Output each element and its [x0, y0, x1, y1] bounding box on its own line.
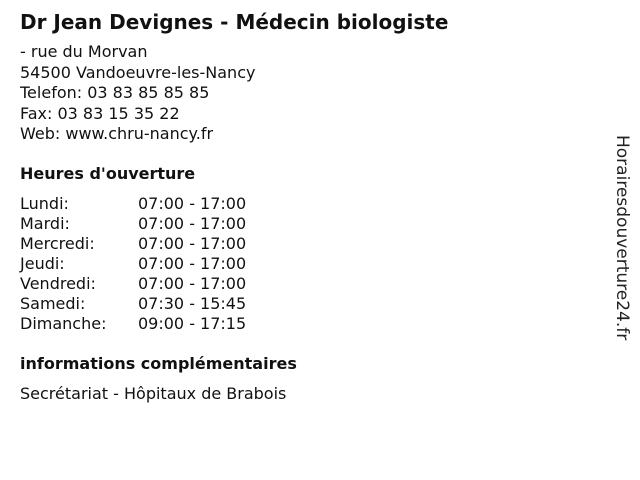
- day-label: Samedi:: [20, 294, 86, 313]
- opening-hours-table: [20, 194, 280, 334]
- day-label: Vendredi:: [20, 274, 96, 293]
- additional-info-text: Secrétariat - Hôpitaux de Brabois: [20, 384, 287, 403]
- address-street: - rue du Morvan: [20, 42, 148, 61]
- hours-row-monday: [20, 194, 280, 214]
- additional-info-heading: informations complémentaires: [20, 354, 297, 373]
- hours-row-friday: [20, 274, 280, 294]
- site-watermark: Horairesdouverture24.fr: [612, 135, 632, 341]
- hours-row-thursday: [20, 254, 280, 274]
- hours-row-tuesday: [20, 214, 280, 234]
- website-link: Web: www.chru-nancy.fr: [20, 124, 214, 143]
- address-city: 54500 Vandoeuvre-les-Nancy: [20, 62, 256, 82]
- day-label: Mardi:: [20, 214, 70, 233]
- opening-hours-heading: Heures d'ouverture: [20, 164, 196, 183]
- page-title: Dr Jean Devignes - Médecin biologiste: [20, 10, 449, 34]
- phone-number: Telefon: 03 83 85 85 85: [20, 83, 210, 102]
- hours-row-wednesday: [20, 234, 280, 254]
- time-range: 07:00 - 17:00: [138, 194, 247, 213]
- day-label: Jeudi:: [20, 254, 65, 273]
- time-range: 07:30 - 15:45: [138, 294, 247, 313]
- time-range: 09:00 - 17:15: [138, 314, 247, 333]
- day-label: Mercredi:: [20, 234, 95, 253]
- hours-row-sunday: [20, 314, 280, 334]
- time-range: 07:00 - 17:00: [138, 274, 247, 293]
- time-range: 07:00 - 17:00: [138, 234, 247, 253]
- fax-number: Fax: 03 83 15 35 22: [20, 103, 180, 123]
- day-label: Dimanche:: [20, 314, 107, 333]
- time-range: 07:00 - 17:00: [138, 254, 247, 273]
- time-range: 07:00 - 17:00: [138, 214, 247, 233]
- hours-row-saturday: [20, 294, 280, 314]
- address-block: [20, 42, 255, 145]
- day-label: Lundi:: [20, 194, 69, 213]
